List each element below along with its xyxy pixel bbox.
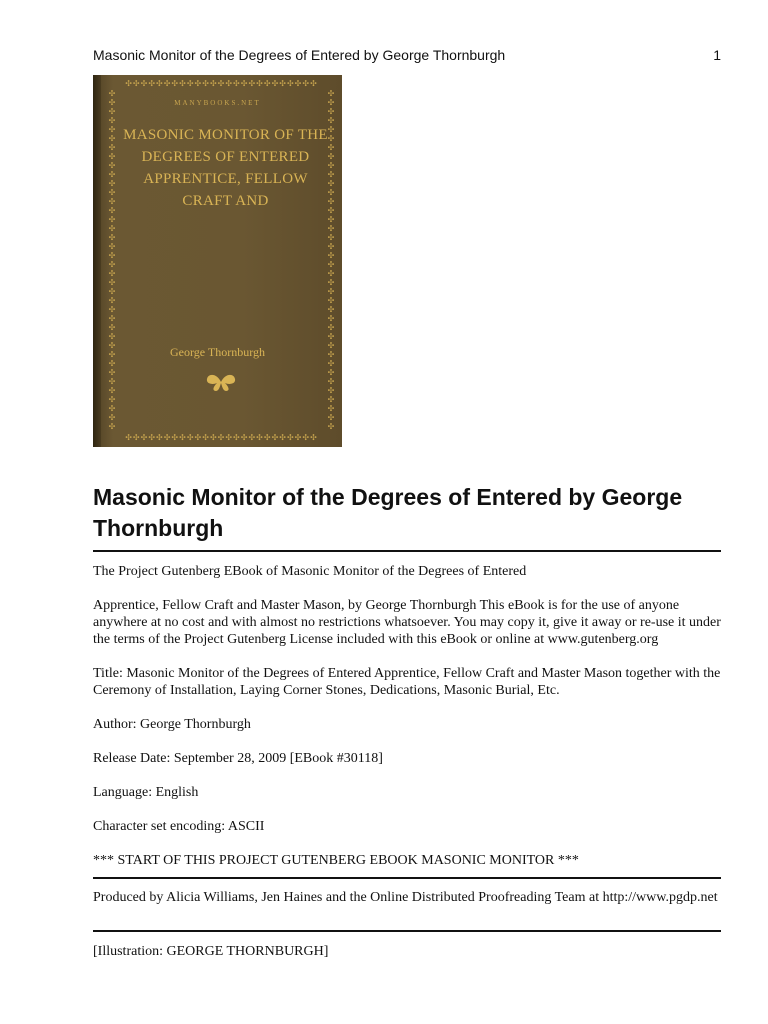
cover-author: George Thornburgh xyxy=(170,345,265,359)
cover-spine xyxy=(93,75,101,447)
paragraph-title: Title: Masonic Monitor of the Degrees of Entered Apprentice, Fellow Craft and Master Mason together with the Ceremony of Installation, Laying Corner Stones, Dedications, Masonic Burial, Etc. xyxy=(93,666,721,698)
document-title: Masonic Monitor of the Degrees of Entered by George Thornburgh xyxy=(93,484,683,541)
paragraph-encoding: Character set encoding: ASCII xyxy=(93,819,265,834)
page-number: 1 xyxy=(713,47,721,63)
paragraph-illustration: [Illustration: GEORGE THORNBURGH] xyxy=(93,944,329,959)
cover-border-bottom: ✣✣✣✣✣✣✣✣✣✣✣✣✣✣✣✣✣✣✣✣✣✣✣✣✣ xyxy=(125,433,318,442)
book-cover-image xyxy=(93,75,342,447)
paragraph-language: Language: English xyxy=(93,785,199,800)
cover-border-left: ✣✣✣✣✣✣✣✣✣✣✣✣✣✣✣✣✣✣✣✣✣✣✣✣✣✣✣✣✣✣✣✣✣✣✣✣✣✣ xyxy=(108,89,116,431)
running-header xyxy=(93,47,721,63)
paragraph-credits: Produced by Alicia Williams, Jen Haines and the Online Distributed Proofreading Team at http://www.pgdp.net xyxy=(93,890,718,905)
paragraph-start-marker: *** START OF THIS PROJECT GUTENBERG EBOOK MASONIC MONITOR *** xyxy=(93,853,579,868)
paragraph-ebook-intro: The Project Gutenberg EBook of Masonic Monitor of the Degrees of Entered xyxy=(93,564,527,579)
cover-title: MASONIC MONITOR OF THE DEGREES OF ENTERED APPRENTICE, FELLOW CRAFT AND xyxy=(123,127,328,209)
paragraph-license: Apprentice, Fellow Craft and Master Mason, by George Thornburgh This eBook is for the use of anyone anywhere at no cost and with almost no restrictions whatsoever. You may copy it, give it away or re-use it under the terms of the Project Gutenberg License included with this eBook or online at www.gutenberg.org xyxy=(93,598,721,647)
paragraph-author: Author: George Thornburgh xyxy=(93,717,251,732)
butterfly-ornament-icon xyxy=(205,371,237,393)
paragraph-release-date: Release Date: September 28, 2009 [EBook #30118] xyxy=(93,751,383,766)
cover-border-top: ✣✣✣✣✣✣✣✣✣✣✣✣✣✣✣✣✣✣✣✣✣✣✣✣✣ xyxy=(125,79,318,88)
section-divider-1 xyxy=(93,877,721,879)
running-title: Masonic Monitor of the Degrees of Entered by George Thornburgh xyxy=(93,47,506,63)
cover-border-right: ✣✣✣✣✣✣✣✣✣✣✣✣✣✣✣✣✣✣✣✣✣✣✣✣✣✣✣✣✣✣✣✣✣✣✣✣✣✣ xyxy=(327,89,335,431)
section-divider-2 xyxy=(93,930,721,932)
cover-publisher: MANYBOOKS.NET xyxy=(174,99,261,107)
title-divider xyxy=(93,550,721,552)
